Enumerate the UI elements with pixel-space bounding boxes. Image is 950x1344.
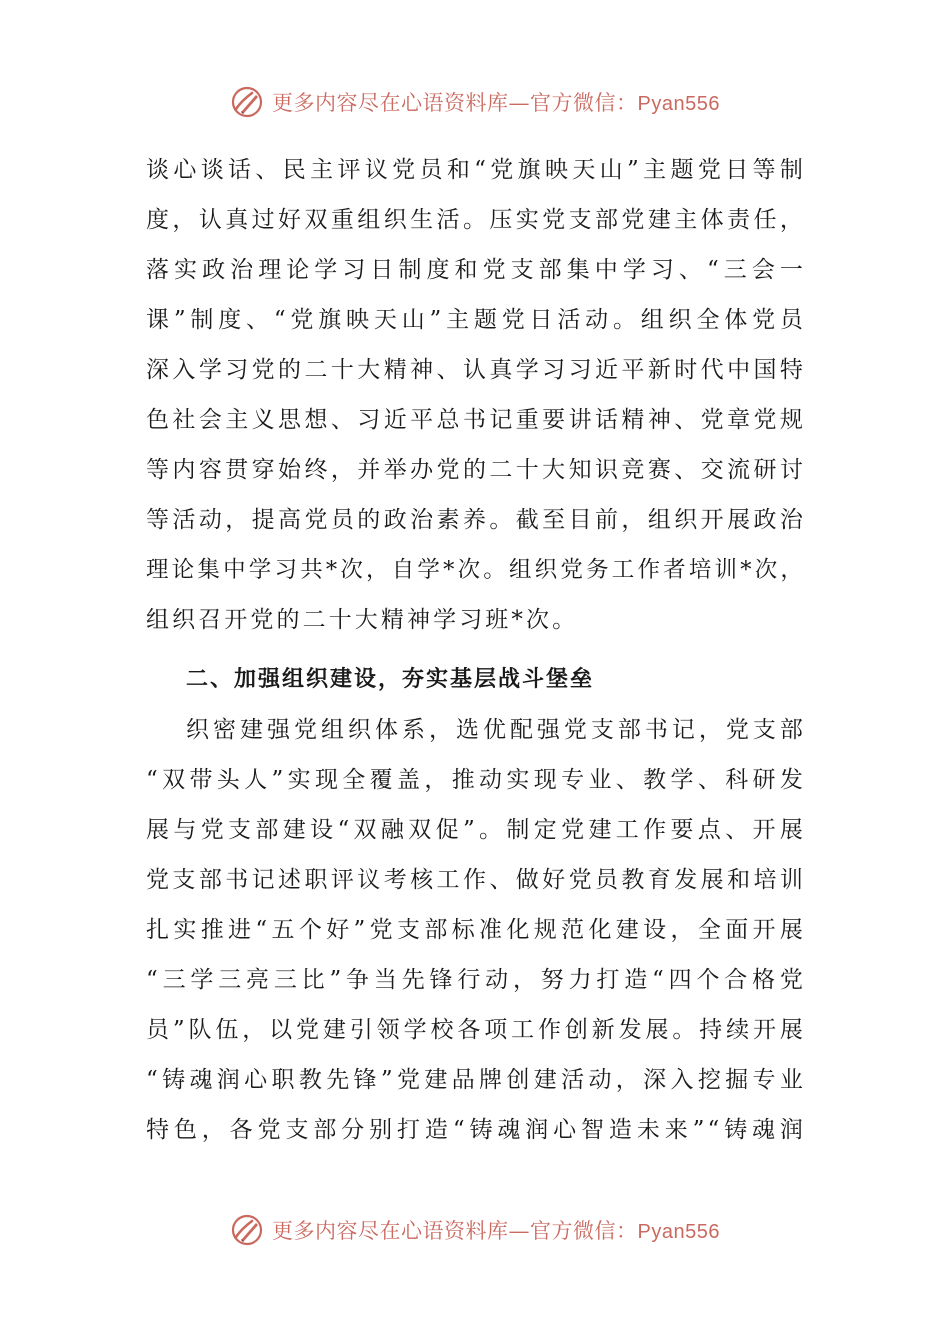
wechat-id: Pyan556	[637, 93, 720, 115]
document-body	[146, 145, 806, 1155]
text-line: 展与党支部建设“双融双促”。制定党建工作要点、开展	[146, 817, 806, 843]
text-line: 扎实推进“五个好”党支部标准化规范化建设，全面开展	[146, 917, 806, 943]
text-line: 度，认真过好双重组织生活。压实党支部党建主体责任，	[146, 207, 806, 233]
text-line: 理论集中学习共*次，自学*次。组织党务工作者培训*次，	[146, 557, 806, 583]
text-line: 课”制度、“党旗映天山”主题党日活动。组织全体党员	[146, 307, 806, 333]
footer-watermark-banner	[0, 1208, 950, 1252]
paragraph-2	[146, 705, 806, 1155]
text-line: 组织召开党的二十大精神学习班*次。	[146, 607, 579, 633]
text-line: 色社会主义思想、习近平总书记重要讲话精神、党章党规	[146, 407, 806, 433]
text-line: “双带头人”实现全覆盖，推动实现专业、教学、科研发	[146, 767, 806, 793]
header-watermark-banner	[0, 80, 950, 124]
text-line: 谈心谈话、民主评议党员和“党旗映天山”主题党日等制	[146, 157, 806, 183]
text-line: 落实政治理论学习日制度和党支部集中学习、“三会一	[146, 257, 806, 283]
text-line: 特色，各党支部分别打造“铸魂润心智造未来”“铸魂润	[146, 1117, 806, 1143]
paragraph-1	[146, 145, 806, 645]
text-line: 员”队伍，以党建引领学校各项工作创新发展。持续开展	[146, 1017, 806, 1043]
pen-in-circle-icon	[230, 1213, 264, 1247]
text-line: 党支部书记述职评议考核工作、做好党员教育发展和培训	[146, 867, 806, 893]
watermark-text: 更多内容尽在心语资料库—官方微信：Pyan556	[272, 1219, 720, 1243]
watermark-text: 更多内容尽在心语资料库—官方微信：Pyan556	[272, 91, 720, 115]
text-line: 织密建强党组织体系，选优配强党支部书记，党支部	[186, 717, 806, 743]
text-line: 深入学习党的二十大精神、认真学习习近平新时代中国特	[146, 357, 806, 383]
text-line: 等活动，提高党员的政治素养。截至目前，组织开展政治	[146, 507, 806, 533]
wechat-id: Pyan556	[637, 1221, 720, 1243]
text-line: “铸魂润心职教先锋”党建品牌创建活动，深入挖掘专业	[146, 1067, 806, 1093]
text-line: 等内容贯穿始终，并举办党的二十大知识竞赛、交流研讨	[146, 457, 806, 483]
pen-in-circle-icon	[230, 85, 264, 119]
section-heading: 二、加强组织建设，夯实基层战斗堡垒	[186, 667, 595, 692]
text-line: “三学三亮三比”争当先锋行动，努力打造“四个合格党	[146, 967, 806, 993]
